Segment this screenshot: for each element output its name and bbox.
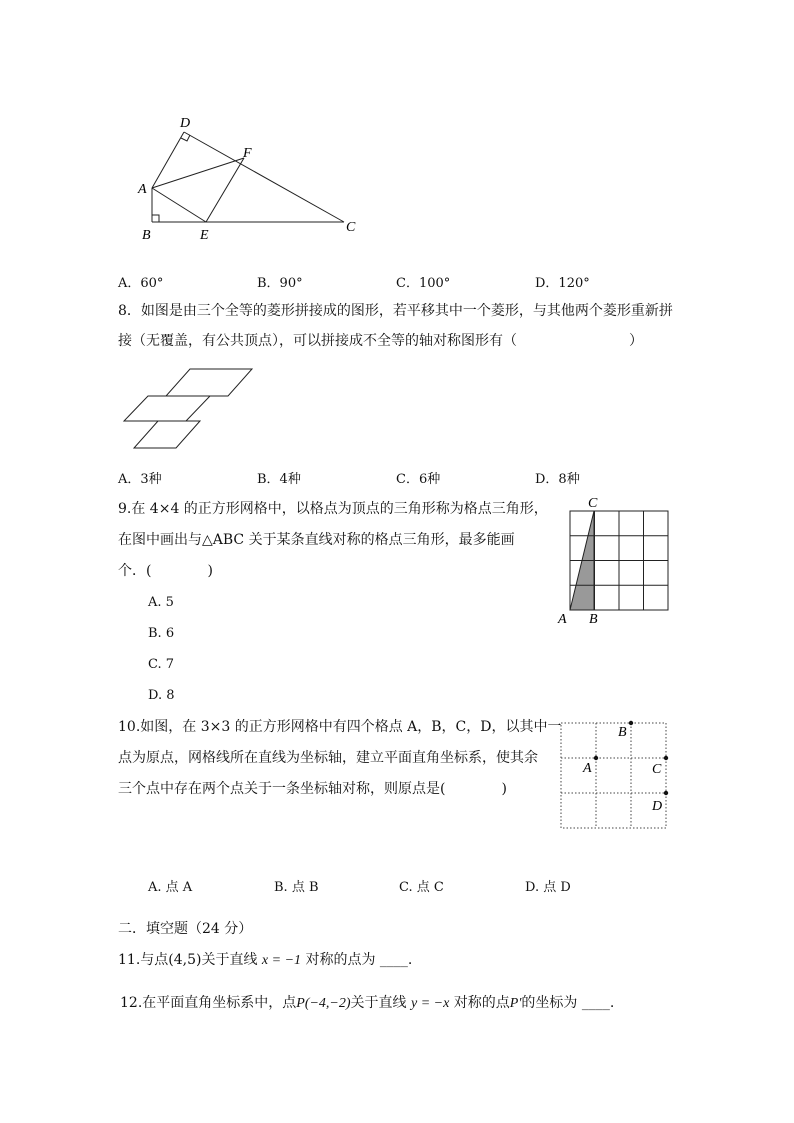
q10-option-b[interactable]: B. 点 B bbox=[274, 880, 319, 895]
q11-prefix: 11.与点(4,5)关于直线 bbox=[118, 952, 258, 968]
q8-stem-line1: 8．如图是由三个全等的菱形拼接成的图形，若平移其中一个菱形，与其他两个菱形重新拼 bbox=[118, 303, 673, 319]
q9-stem-line2: 在图中画出与△ABC 关于某条直线对称的格点三角形，最多能画 bbox=[118, 532, 515, 548]
label-D: D bbox=[180, 116, 191, 131]
q9-stem-line1: 9.在 4×4 的正方形网格中，以格点为顶点的三角形称为格点三角形， bbox=[118, 501, 548, 517]
q11-stem bbox=[118, 951, 412, 970]
q7-option-b[interactable]: B．90° bbox=[257, 276, 303, 291]
q9-label-A: A bbox=[558, 612, 567, 627]
q9-label-C: C bbox=[588, 496, 598, 511]
grid-figure-q10 bbox=[556, 718, 671, 833]
label-C: C bbox=[346, 220, 356, 235]
q8-option-c[interactable]: C．6种 bbox=[396, 472, 441, 487]
q11-suffix: 对称的点为 ____. bbox=[305, 952, 413, 968]
q12-suffix: 对称的点 bbox=[453, 995, 510, 1011]
q10-label-A: A bbox=[583, 761, 592, 776]
q8-option-d[interactable]: D．8种 bbox=[535, 472, 580, 487]
q9-stem-line3: 个．( ) bbox=[118, 563, 213, 579]
q9-option-d[interactable]: D. 8 bbox=[148, 688, 175, 703]
q10-option-c[interactable]: C. 点 C bbox=[399, 880, 444, 895]
q10-stem-line3: 三个点中存在两个点关于一条坐标轴对称，则原点是( ) bbox=[118, 781, 507, 797]
q12-stem bbox=[120, 994, 614, 1013]
grid-figure-q9 bbox=[556, 495, 676, 630]
q10-label-D: D bbox=[652, 799, 663, 814]
q7-option-c[interactable]: C．100° bbox=[396, 276, 451, 291]
q12-point-prime: P′ bbox=[509, 996, 522, 1011]
q12-point: P(−4,−2) bbox=[296, 996, 351, 1011]
q11-equation: x = −1 bbox=[261, 953, 302, 968]
q10-stem-line2: 点为原点，网格线所在直线为坐标轴，建立平面直角坐标系，使其余 bbox=[118, 750, 538, 766]
q12-prefix: 12.在平面直角坐标系中，点 bbox=[120, 995, 297, 1011]
q10-option-d[interactable]: D. 点 D bbox=[525, 880, 571, 895]
label-F: F bbox=[243, 146, 252, 161]
label-E: E bbox=[200, 228, 209, 243]
q9-option-a[interactable]: A. 5 bbox=[148, 595, 174, 610]
q9-option-b[interactable]: B. 6 bbox=[148, 626, 175, 641]
q10-label-C: C bbox=[652, 762, 662, 777]
rhombus-figure-q8 bbox=[120, 364, 260, 454]
q10-option-a[interactable]: A. 点 A bbox=[148, 880, 193, 895]
q12-mid: 关于直线 bbox=[350, 995, 407, 1011]
q9-option-c[interactable]: C. 7 bbox=[148, 657, 175, 672]
q9-label-B: B bbox=[589, 612, 598, 627]
section-title: 二．填空题（24 分） bbox=[118, 921, 253, 937]
q10-label-B: B bbox=[618, 725, 627, 740]
q7-option-a[interactable]: A．60° bbox=[118, 276, 164, 291]
label-B: B bbox=[142, 228, 151, 243]
q12-end: 的坐标为 ____. bbox=[521, 995, 615, 1011]
label-A: A bbox=[138, 182, 147, 197]
q8-option-a[interactable]: A．3种 bbox=[118, 472, 162, 487]
q12-equation: y = −x bbox=[411, 996, 450, 1011]
triangle-figure-q7 bbox=[130, 112, 370, 247]
q10-stem-line1: 10.如图，在 3×3 的正方形网格中有四个格点 A，B，C，D，以其中一 bbox=[118, 719, 562, 735]
q7-option-d[interactable]: D．120° bbox=[535, 276, 590, 291]
q8-stem-line2: 接（无覆盖，有公共顶点），可以拼接成不全等的轴对称图形有（ ） bbox=[118, 333, 643, 349]
q8-option-b[interactable]: B．4种 bbox=[257, 472, 301, 487]
